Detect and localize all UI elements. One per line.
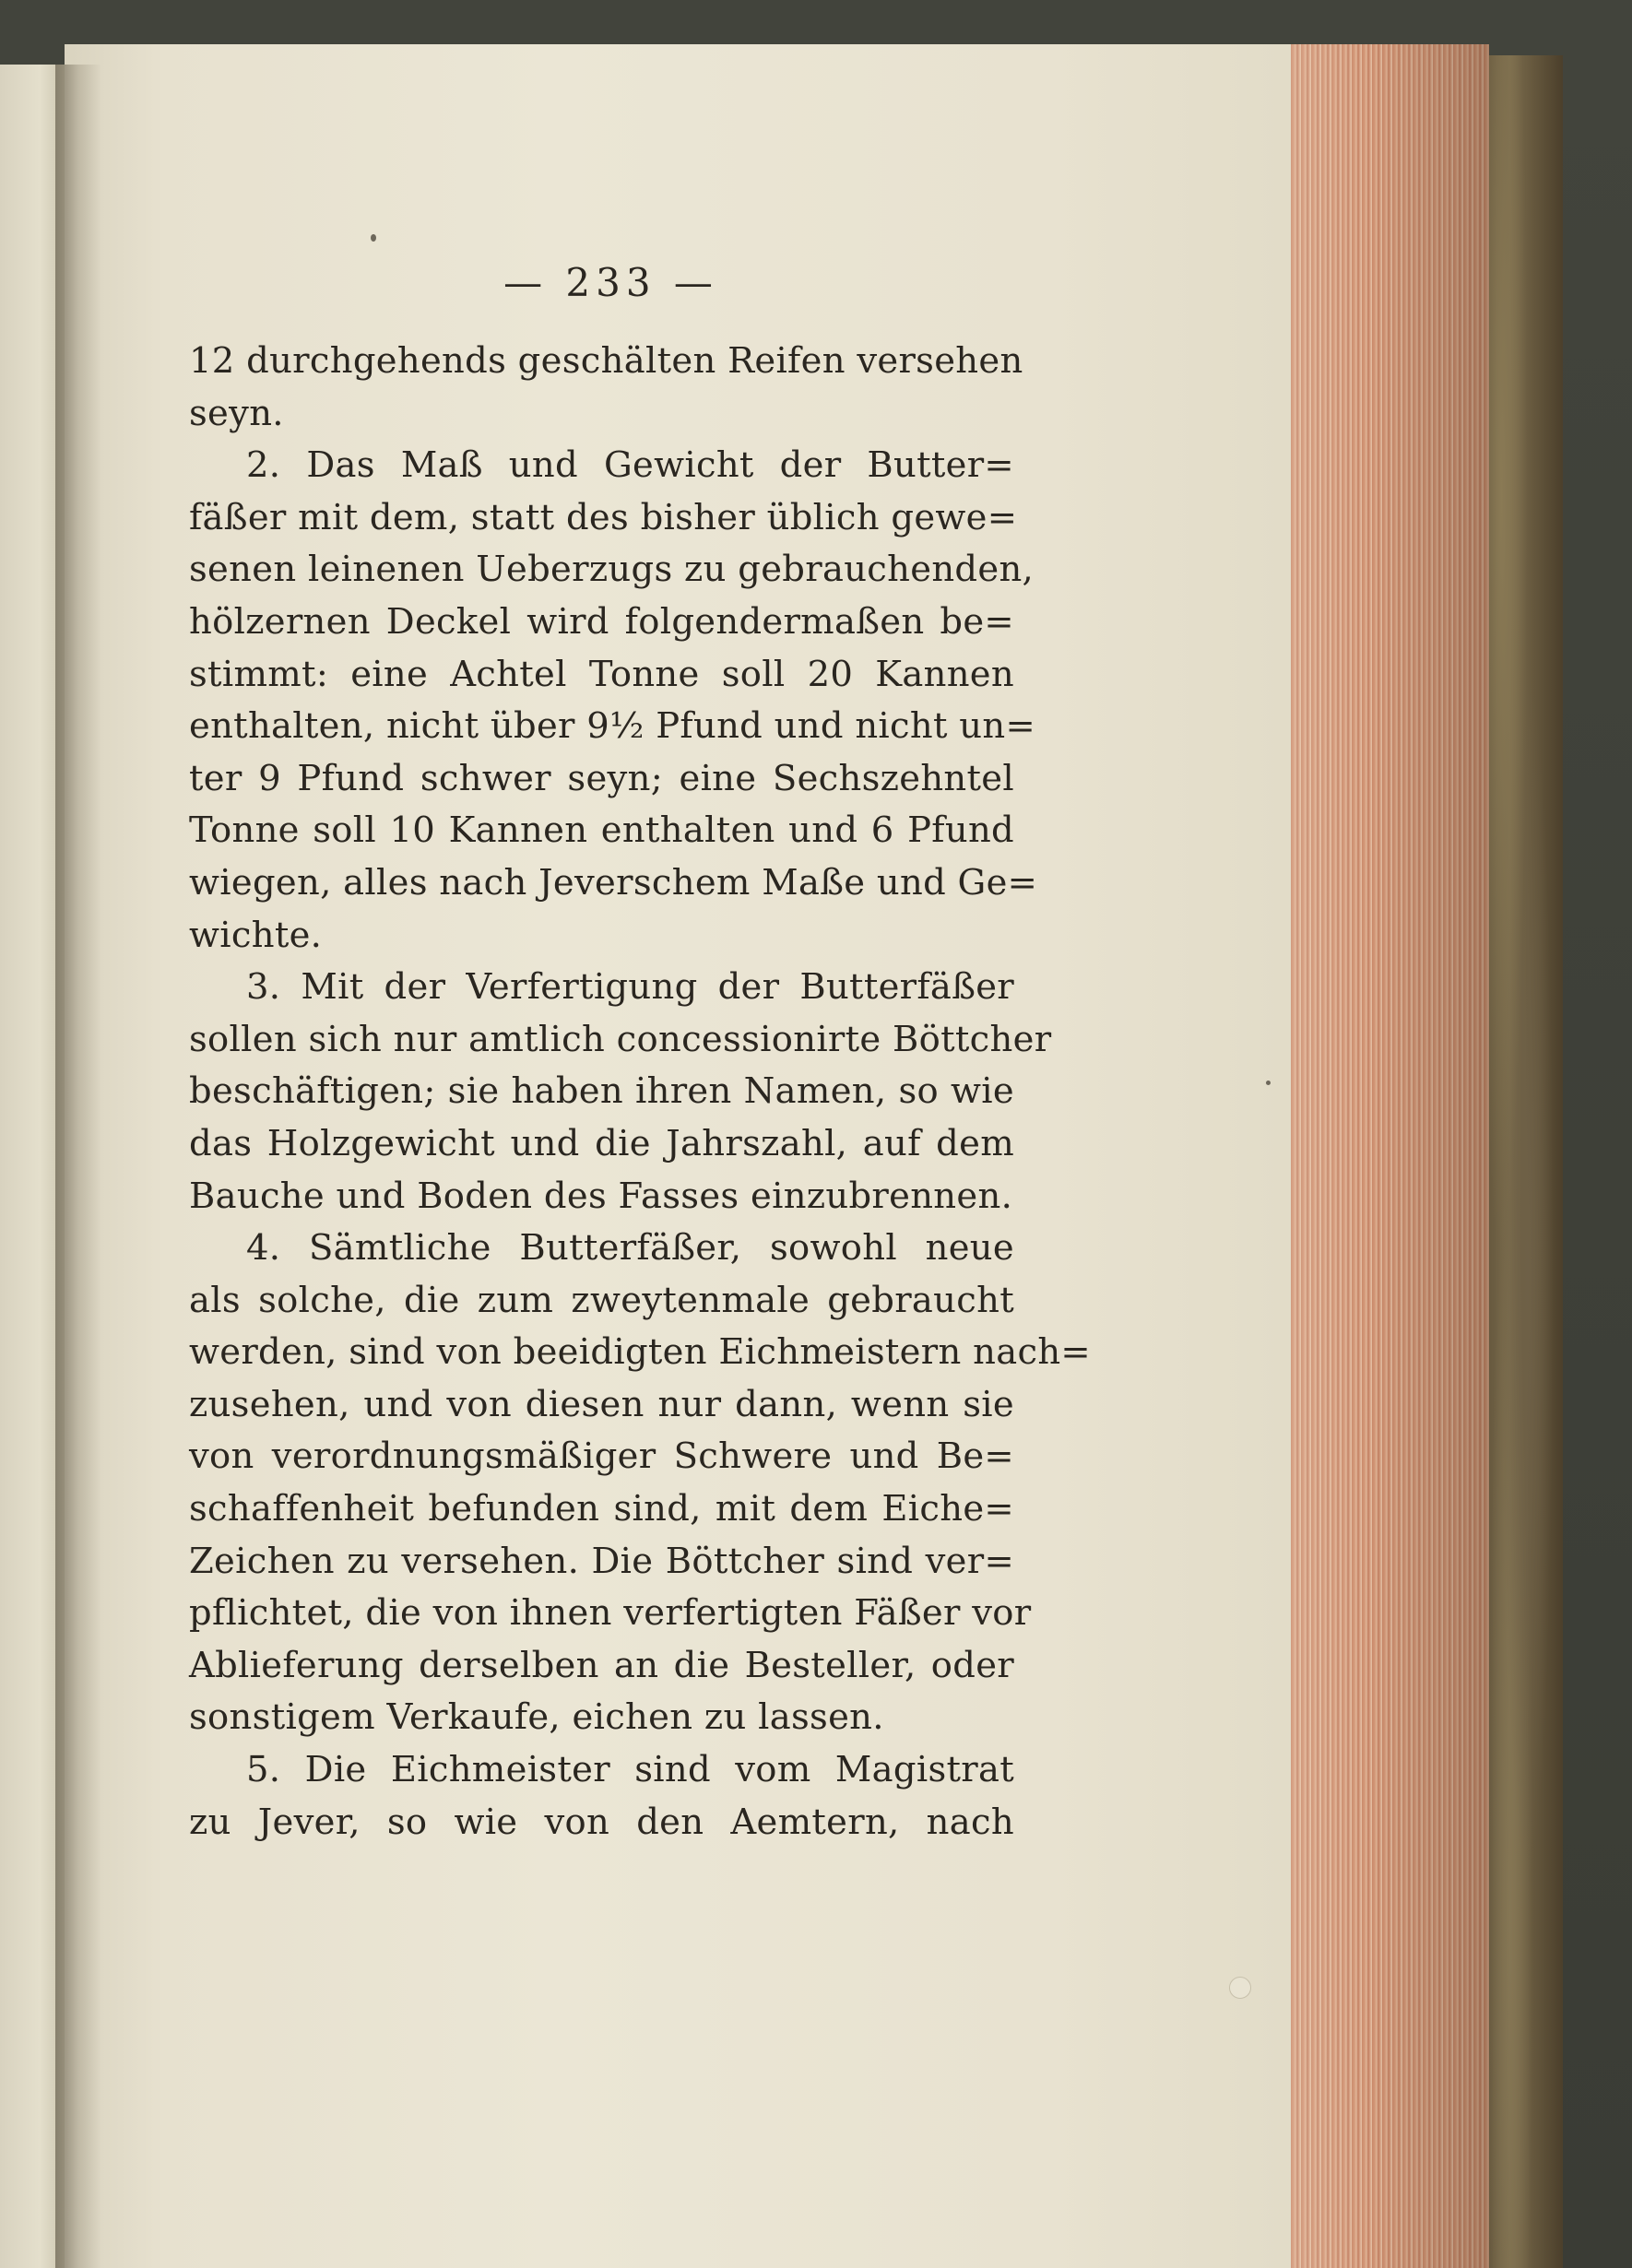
text-line: beschäftigen; sie haben ihren Namen, so wie: [189, 1070, 1014, 1113]
text-line: zusehen, und von diesen nur dann, wenn sie: [189, 1383, 1014, 1425]
text-line: Zeichen zu versehen. Die Böttcher sind ver=: [189, 1540, 1014, 1582]
text-line: sollen sich nur amtlich concessionirte Böttcher: [189, 1018, 1052, 1060]
text-line: pflichtet, die von ihnen verfertigten Fäßer vor: [189, 1592, 1032, 1635]
text-line: 2. Das Maß und Gewicht der Butter=: [246, 444, 1014, 487]
text-line: 12 durchgehends geschälten Reifen versehen: [189, 340, 1023, 382]
page-text: [189, 251, 1091, 1849]
text-line: werden, sind von beeidigten Eichmeistern nach=: [189, 1331, 1091, 1374]
text-line: Bauche und Boden des Fasses einzubrennen.: [189, 1175, 1013, 1217]
text-line: wichte.: [189, 914, 323, 956]
text-line: Tonne soll 10 Kannen enthalten und 6 Pfund: [189, 809, 1014, 852]
paper-speck: [371, 234, 376, 242]
text-line: Ablieferung derselben an die Besteller, oder: [189, 1644, 1014, 1686]
text-line: wiegen, alles nach Jeverschem Maße und Ge=: [189, 861, 1038, 904]
text-line: sonstigem Verkaufe, eichen zu lassen.: [189, 1696, 884, 1739]
text-line: fäßer mit dem, statt des bisher üblich gewe=: [189, 496, 1018, 538]
text-line: stimmt: eine Achtel Tonne soll 20 Kannen: [189, 653, 1014, 695]
paper-pinhole: [1229, 1977, 1251, 1999]
fore-edge-shading: [1291, 44, 1489, 2268]
text-line: senen leinenen Ueberzugs zu gebrauchenden,: [189, 549, 1035, 591]
text-line: enthalten, nicht über 9½ Pfund und nicht un=: [189, 705, 1036, 748]
page-number-header: — 233 —: [503, 260, 718, 305]
body-lines: [189, 336, 1091, 1849]
gutter-shadow: [55, 65, 101, 2268]
text-line: hölzernen Deckel wird folgendermaßen be=: [189, 600, 1014, 643]
text-line: 4. Sämtliche Butterfäßer, sowohl neue: [246, 1227, 1014, 1270]
text-line: von verordnungsmäßiger Schwere und Be=: [189, 1435, 1014, 1478]
text-line: schaffenheit befunden sind, mit dem Eiche=: [189, 1488, 1014, 1530]
text-line: zu Jever, so wie von den Aemtern, nach: [189, 1801, 1014, 1843]
paper-speck: [1266, 1081, 1271, 1085]
text-line: 3. Mit der Verfertigung der Butterfäßer: [246, 966, 1014, 1009]
text-line: das Holzgewicht und die Jahrszahl, auf dem: [189, 1122, 1014, 1164]
text-line: ter 9 Pfund schwer seyn; eine Sechszehntel: [189, 757, 1014, 799]
text-line: als solche, die zum zweytenmale gebraucht: [189, 1279, 1014, 1321]
text-line: 5. Die Eichmeister sind vom Magistrat: [246, 1749, 1014, 1791]
text-line: seyn.: [189, 392, 284, 434]
